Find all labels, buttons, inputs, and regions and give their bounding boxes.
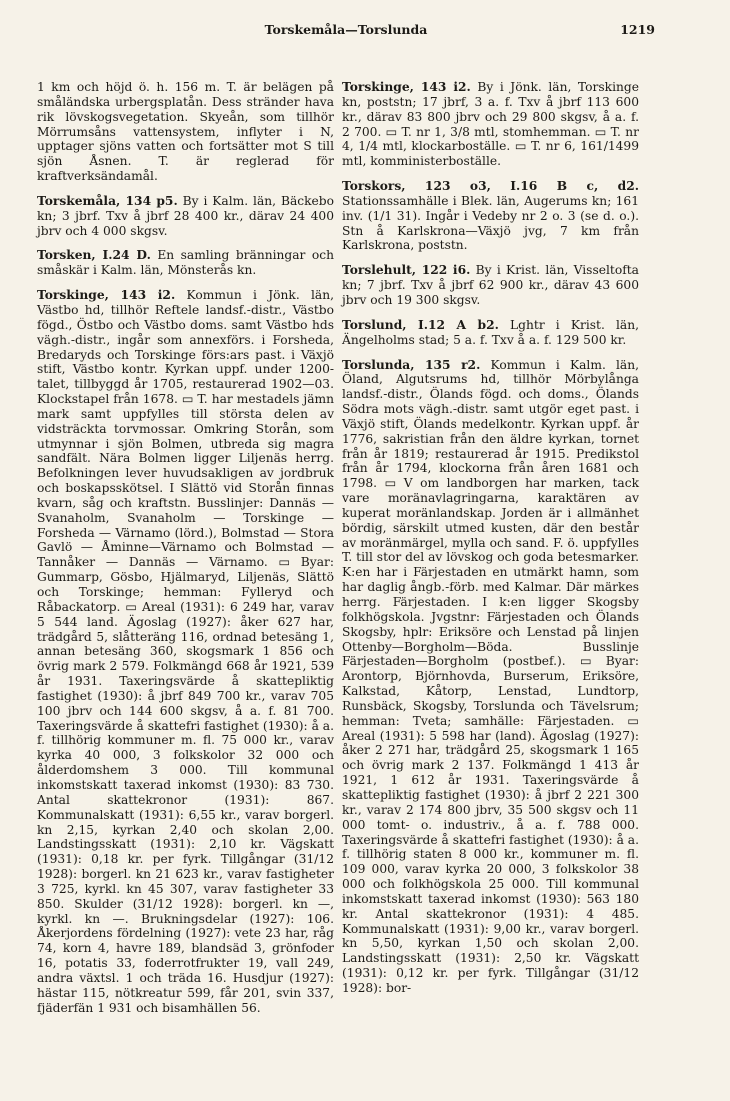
entry-headword: Torslunda, 135 r2.: [342, 356, 481, 372]
entry-torskemala: [37, 194, 334, 239]
entry-body: 1 km och höjd ö. h. 156 m. T. är belägen på småländska urbergsplatån. Dess stränder hava rik lövskogsvegetation. Skyeån, som tillhör Mörrumsåns vattensystem, inflyter i N, upptager sjöns vatten och fortsätter mot S till sjön Åsnen. T. är reglerad för kraftverksändamål.: [37, 80, 334, 184]
left-column: [37, 80, 334, 1025]
entry-torslunda: [342, 358, 639, 996]
entry-body: En samling bränningar och småskär i Kalm. län, Mönsterås kn.: [37, 248, 334, 278]
entry-headword: Torslehult, 122 i6.: [342, 262, 471, 278]
entry-continuation: [37, 80, 334, 184]
entry-torslund: [342, 318, 639, 348]
entry-body: By i Kalm. län, Bäckebo kn; 3 jbrf. Txv å jbrf 28 400 kr., därav 24 400 jbrv och 4 000 skgsv.: [37, 193, 334, 238]
entry-headword: Torslund, I.12 A b2.: [342, 316, 499, 332]
entry-torskors: [342, 179, 639, 253]
entry-body: Kommun i Jönk. län, Västbo hd, tillhör Reftele landsf.-distr., Västbo fögd., Östbo och Västbo doms. samt Västbo hds vägh.-distr., ingår som annexförs. i Forsheda, Bredaryds och Torskinge förs:ars past. i Växjö stift, Västbo kontr. Kyrkan uppf. under 1200-talet, tillbyggd år 1705, restaurerad 1902—03. Klockstapel från 1678. ▭ T. har mestadels jämn mark samt uppfylles till största delen av vidsträckta torvmossar. Omkring Storån, som utmynnar i sjön Bolmen, utbreda sig magra sandfält. Nära Bolmen ligger Liljenäs herrg. Befolkningen lever huvudsakligen av jordbruk och boskapsskötsel. I Slättö vid Storån finnas kvarn, såg och kraftstn. Busslinjer: Dannäs — Svanaholm, Svanaholm — Torskinge — Forsheda — Värnamo (lörd.), Bolmstad — Stora Gavlö — Åminne—Värnamo och Bolmstad — Tannåker — Dannäs — Värnamo. ▭ Byar: Gummarp, Gösbo, Hjälmaryd, Liljenäs, Slättö och Torskinge; hemman: Fylleryd och Råbackatorp. ▭ Areal (1931): 6 249 har, varav 5 544 land. Ägoslag (1927): åker 627 har, trädgård 5, slåtteräng 116, ordnad betesäng 1, annan betesäng 360, skogsmark 1 856 och övrig mark 2 579. Folkmängd 668 år 1921, 539 år 1931. Taxeringsvärde å skattepliktig fastighet (1930): å jbrf 849 700 kr., varav 705 100 jbrv och 144 600 skgsv, å a. f. 81 700. Taxeringsvärde å skattefri fastighet (1930): å a. f. tillhörig kommuner m. fl. 75 000 kr., varav kyrka 40 000, 3 folkskolor 32 000 och ålderdomshem 3 000. Till kommunal inkomstskatt taxerad inkomst (1930): 83 730. Antal skattekronor (1931): 867. Kommunalskatt (1931): 6,55 kr., varav borgerl. kn 2,15, kyrkan 2,40 och skolan 2,00. Landstingsskatt (1931): 2,10 kr. Vägskatt (1931): 0,18 kr. per fyrk. Tillgångar (31/12 1928): borgerl. kn 21 623 kr., varav fastigheter 3 725, kyrkl. kn 45 307, varav fastigheter 33 850. Skulder (31/12 1928): borgerl. kn —, kyrkl. kn —. Brukningsdelar (1927): 106. Åkerjordens fördelning (1927): vete 23 har, råg 74, korn 4, havre 189, blandsäd 3, grönfoder 16, potatis 33, foderrotfrukter 19, vall 249, andra växtsl. 1 och träda 16. Husdjur (1927): hästar 115, nötkreatur 599, får 201, svin 337, fjäderfän 1 931 och bisamhällen 56.: [37, 288, 335, 1015]
entry-headword: Torsken, I.24 D.: [37, 247, 151, 263]
entry-headword: Torskemåla, 134 p5.: [37, 192, 178, 208]
entry-body: Stationssamhälle i Blek. län, Augerums kn; 161 inv. (1/1 31). Ingår i Vedeby nr 2 o. 3 (se d. o.). Stn å Karlskrona—Växjö jvg, 7 km från Karlskrona, poststn.: [342, 193, 639, 253]
entry-body: Lghtr i Krist. län, Ängelholms stad; 5 a. f. Txv å a. f. 129 500 kr.: [342, 317, 639, 347]
page-number: 1219: [620, 22, 655, 37]
entry-torskinge-kommun: [37, 288, 334, 1015]
entry-headword: Torskinge, 143 i2.: [342, 79, 471, 94]
entry-torsken: [37, 248, 334, 278]
entry-torslehult: [342, 263, 639, 308]
right-column: [342, 80, 639, 1006]
entry-body: By i Jönk. län, Torskinge kn, poststn; 17 jbrf, 3 a. f. Txv å jbrf 113 600 kr., därav 83 800 jbrv och 29 800 skgsv, å a. f. 2 700. ▭ T. nr 1, 3/8 mtl, stomhemman. ▭ T. nr 4, 1/4 mtl, klockarboställe. ▭ T. nr 6, 161/1499 mtl, komministerboställe.: [342, 80, 639, 169]
running-title: Torskemåla—Torslunda: [264, 22, 428, 37]
entry-headword: Torskinge, 143 i2.: [37, 287, 176, 303]
entry-torskinge-by: [342, 80, 639, 169]
entry-body: Kommun i Kalm. län, Öland, Algutsrums hd, tillhör Mörbylånga landsf.-distr., Ölands fögd. och doms., Ölands Södra mots vägh.-distr. samt utgör eget past. i Växjö stift, Ölands medelkontr. Kyrkan uppf. år 1776, sakristian från den äldre kyrkan, tornet från år 1819; restaurerad år 1915. Predikstol från år 1794, klockorna från åren 1681 och 1798. ▭ V om landborgen har marken, tack vare moränavlagringarna, karaktären av kuperat moränlandskap. Jorden är i allmänhet bördig, särskilt utmed kusten, där den består av moränmärgel, mylla och sand. F. ö. uppfylles T. till stor del av lövskog och goda betesmarker. K:en har i Färjestaden en utmärkt hamn, som har daglig ångb.-förb. med Kalmar. Där märkes herrg. Färjestaden. I k:en ligger Skogsby folkhögskola. Jvgstnr: Färjestaden och Ölands Skogsby, hplr: Eriksöre och Lenstad på linjen Ottenby—Borgholm—Böda. Busslinje Färjestaden—Borgholm (postbef.). ▭ Byar: Arontorp, Björnhovda, Burserum, Eriksöre, Kalkstad, Kåtorp, Lenstad, Lundtorp, Runsbäck, Skogsby, Torslunda och Tävelsrum; hemman: Tveta; samhälle: Färjestaden. ▭ Areal (1931): 5 598 har (land). Ägoslag (1927): åker 2 271 har, trädgård 25, skogsmark 1 165 och övrig mark 2 137. Folkmängd 1 413 år 1921, 1 612 år 1931. Taxeringsvärde å skattepliktig fastighet (1930): å jbrf 2 221 300 kr., varav 2 174 800 jbrv, 35 500 skgsv och 11 000 tomt- o. industriv., å a. f. 788 000. Taxeringsvärde å skattefri fastighet (1930): å a. f. tillhörig staten 8 000 kr., kommuner m. fl. 109 000, varav kyrka 20 000, 3 folkskolor 38 000 och folkhögskola 25 000. Till kommunal inkomstskatt taxerad inkomst (1930): 563 180 kr. Antal skattekronor (1931): 4 485. Kommunalskatt (1931): 9,00 kr., varav borgerl. kn 5,50, kyrkan 1,50 och skolan 2,00. Landstingsskatt (1931): 2,50 kr. Vägskatt (1931): 0,12 kr. per fyrk. Tillgångar (31/12 1928): bor-: [342, 357, 640, 995]
entry-headword: Torskors, 123 o3, I.16 B c, d2.: [342, 178, 639, 194]
entry-body: By i Krist. län, Visseltofta kn; 7 jbrf. Txv å jbrf 62 900 kr., därav 43 600 jbrv och 19 300 skgsv.: [342, 263, 639, 307]
running-header: [37, 22, 655, 44]
